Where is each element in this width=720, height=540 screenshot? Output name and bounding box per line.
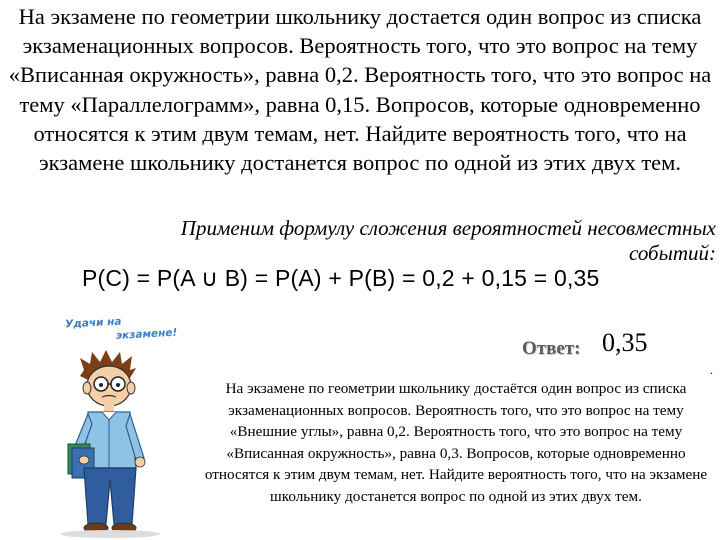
student-illustration <box>32 348 202 540</box>
answer-label: Ответ: <box>522 338 581 359</box>
trailing-dot: . <box>710 363 713 377</box>
problem-text: На экзамене по геометрии школьнику достается один вопрос из списка экзаменационных вопросов. Вероятность того, что это вопрос на тему «Вписанная окружность», равна 0,2. Вероятность того, что это вопрос на тему «Параллелограмм», равна 0,15. Вопросов, которые одновременно относятся к этим двум темам, нет. Найдите вероятность того, что на экзамене школьнику достанется вопрос по одной из этих двух тем. <box>8 4 712 176</box>
answer-value: 0,35 <box>602 328 648 357</box>
method-text: Применим формулу сложения вероятностей несовместных событий: <box>180 216 716 265</box>
badge-line-1: Удачи на <box>64 315 122 331</box>
second-problem-text: На экзамене по геометрии школьнику достаётся один вопрос из списка экзаменационных вопросов. Вероятность того, что это вопрос на тему «Внешние углы», равна 0,2. Вероятность того, что это вопрос на тему «Вписанная окружность», равна 0,3. Вопросов, которые одновременно относятся к этим двум темам, нет. Найдите вероятность того, что на экзамене школьнику достанется вопрос по одной из этих двух тем. <box>204 380 708 505</box>
probability-formula: P(C) = P(A ∪ B) = P(A) + P(B) = 0,2 + 0,15 = 0,35 <box>82 265 600 291</box>
badge-line-2: экзамене! <box>115 326 178 342</box>
